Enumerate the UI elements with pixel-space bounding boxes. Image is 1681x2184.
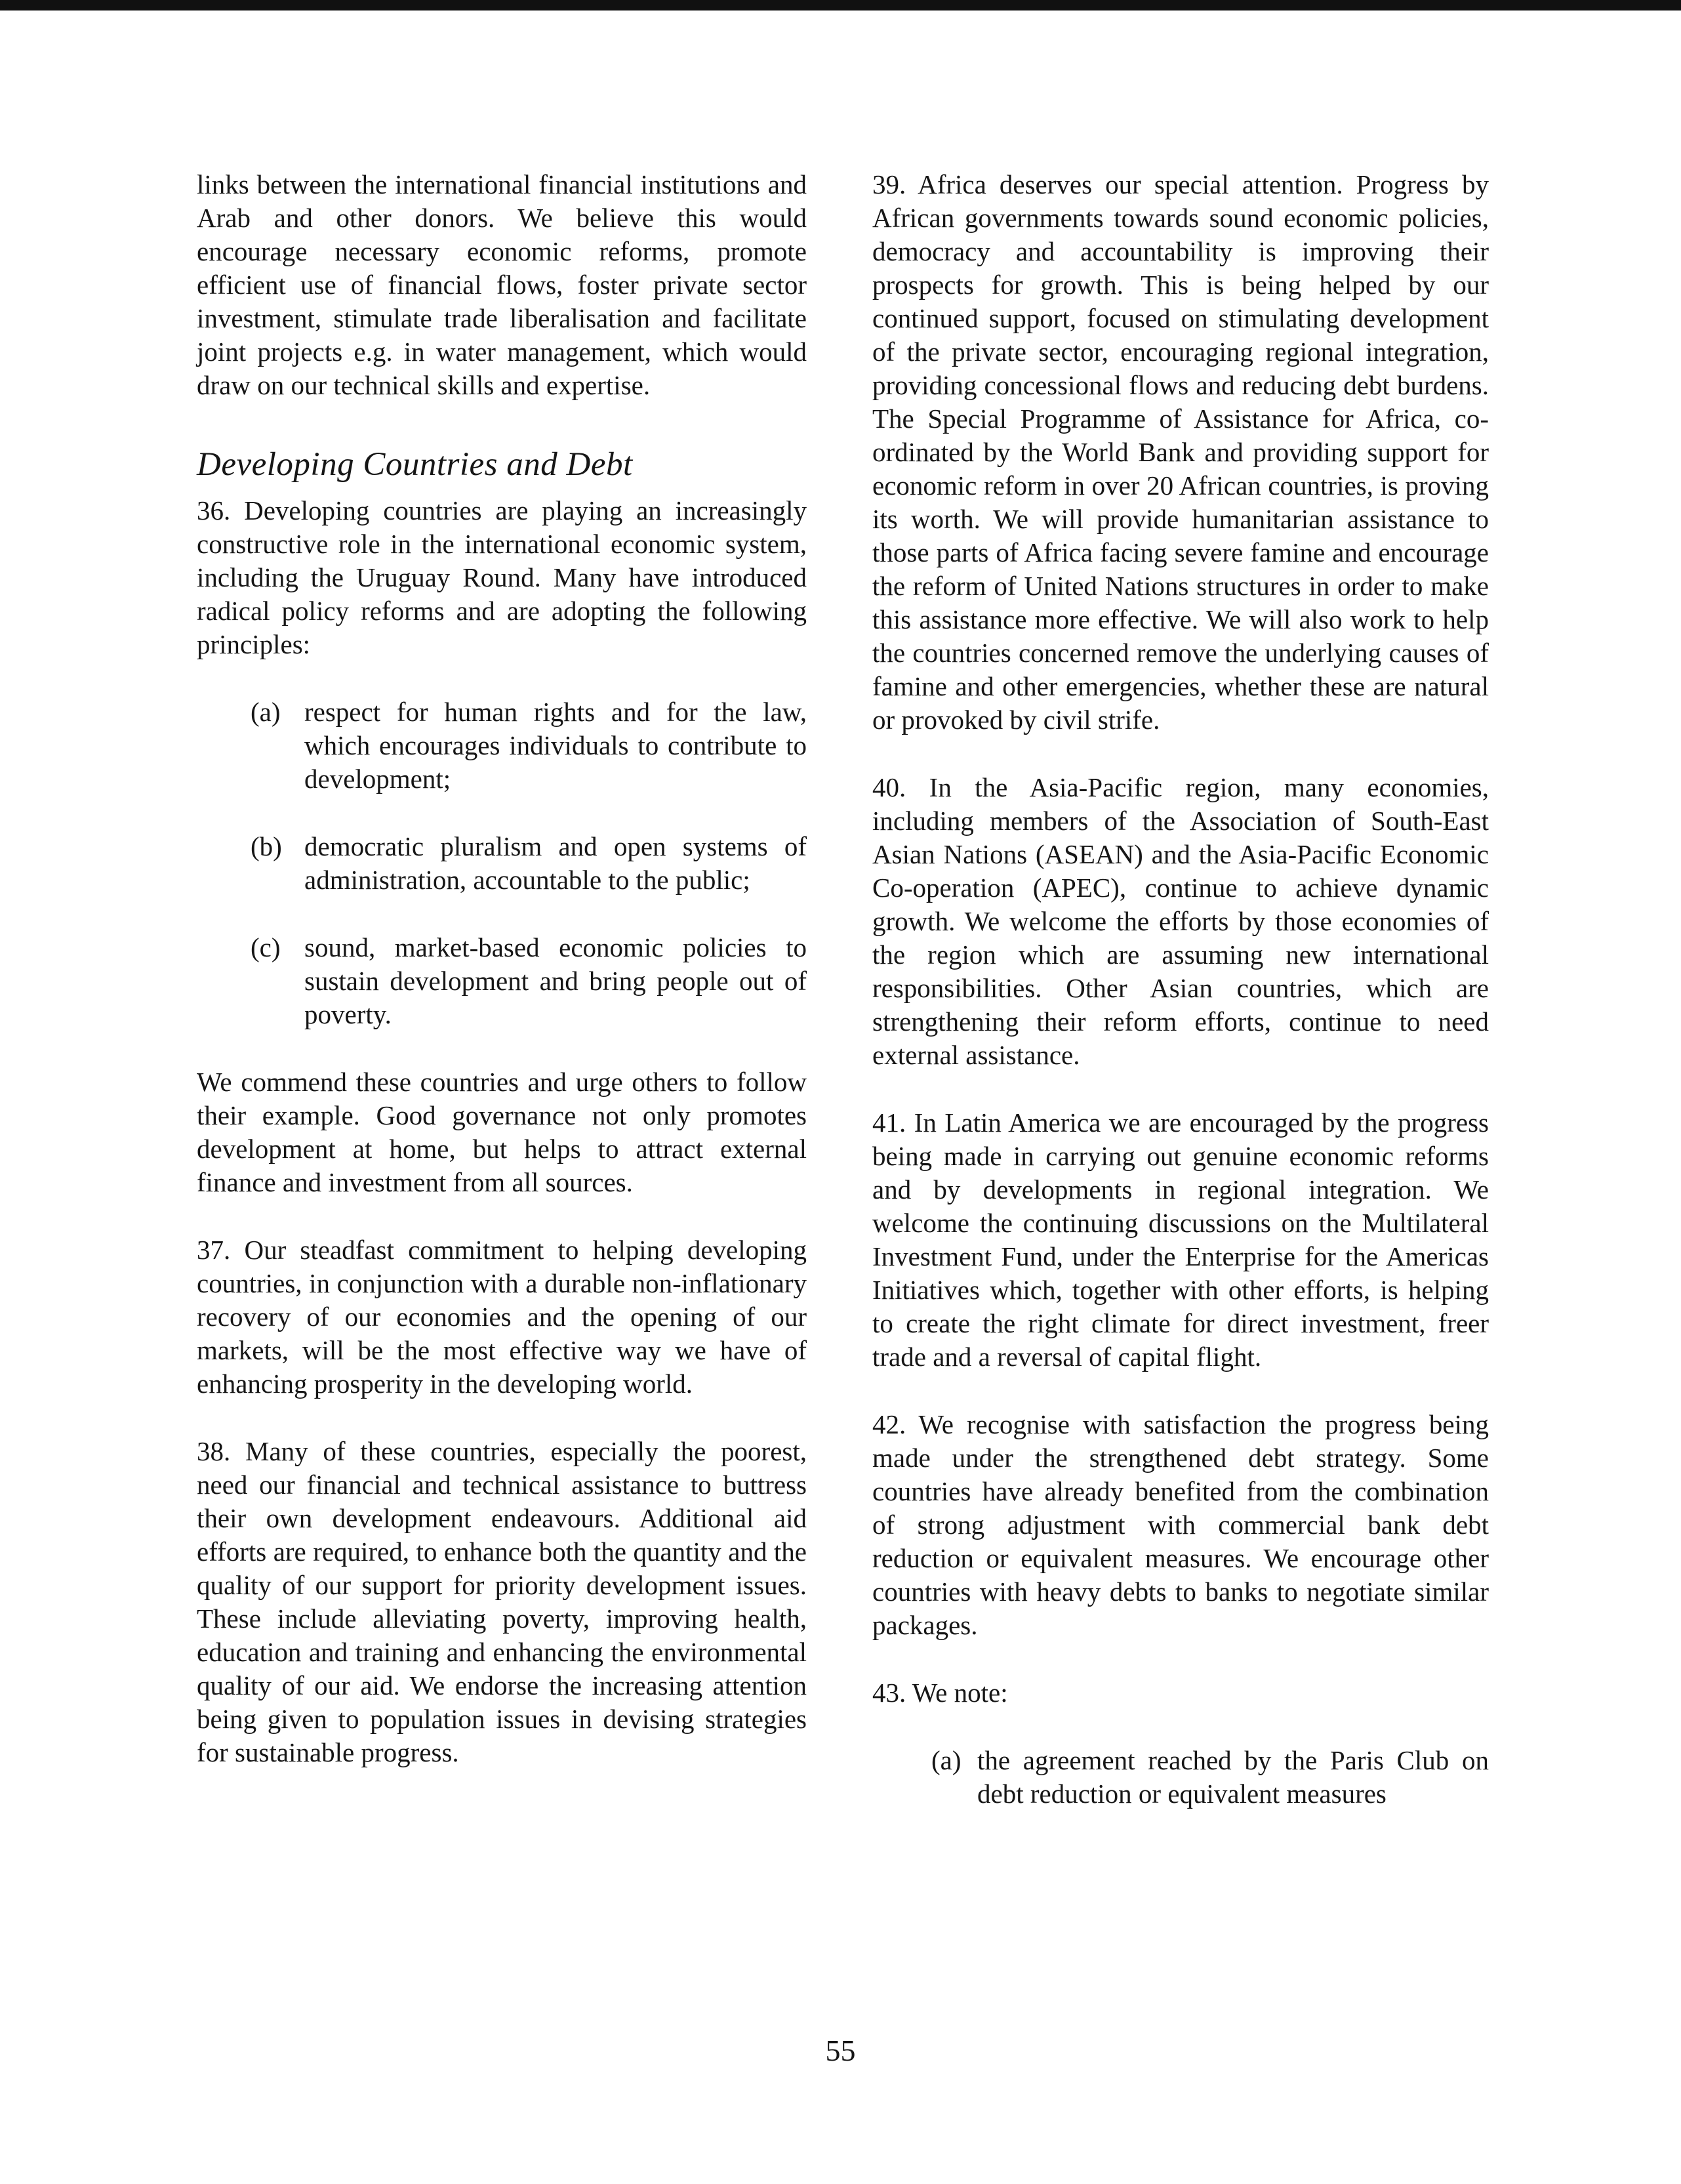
paragraph-39: 39. Africa deserves our special attention. Progress by African governments towards sound economic policies, democracy and accountability is improving their prospects for growth. This is being helped by our continued support, focused on stimulating development of the private sector, encouraging regional integration, providing concessional flows and reducing debt burdens. The Special Programme of Assistance for Africa, co-ordinated by the World Bank and providing support for economic reform in over 20 African countries, is proving its worth. We will provide humanitarian assistance to those parts of Africa facing severe famine and encourage the reform of United Nations structures in order to make this assistance more effective. We will also work to help the countries concerned remove the underlying causes of famine and other emergencies, whether these are natural or provoked by civil strife. (872, 169, 1489, 735)
item-text: sound, market-based economic policies to sustain development and bring people out of poverty. (304, 932, 807, 1029)
principle-item (197, 830, 807, 897)
left-column (197, 168, 807, 1769)
paragraph-43: 43. We note: (872, 1678, 1008, 1708)
paragraph-36-continued: We commend these countries and urge others to follow their example. Good governance not only promotes development at home, but helps to attract external finance and investment from all sources. (197, 1067, 807, 1197)
principle-item (197, 695, 807, 796)
item-text: the agreement reached by the Paris Club on debt reduction or equivalent measures (977, 1745, 1489, 1809)
intro-paragraph: links between the international financial institutions and Arab and other donors. We believe this would encourage necessary economic reforms, promote efficient use of financial flows, foster private sector investment, stimulate trade liberalisation and facilitate joint projects e.g. in water management, which would draw on our technical skills and expertise. (197, 169, 807, 400)
section-heading: Developing Countries and Debt (197, 446, 633, 483)
principle-item (197, 931, 807, 1031)
item-marker: (a) (251, 697, 281, 727)
right-column (872, 168, 1489, 1811)
paragraph-38: 38. Many of these countries, especially the poorest, need our financial and technical assistance to buttress their own development endeavours. Additional aid efforts are required, to enhance both the quantity and the quality of our support for priority development issues. These include alleviating poverty, improving health, education and training and enhancing the environmental quality of our aid. We endorse the increasing attention being given to population issues in devising strategies for sustainable progress. (197, 1436, 807, 1767)
page-number: 55 (825, 2034, 856, 2067)
item-marker: (b) (251, 831, 282, 861)
paragraph-40: 40. In the Asia-Pacific region, many economies, including members of the Association of South-East Asian Nations (ASEAN) and the Asia-Pacific Economic Co-operation (APEC), continue to achieve dynamic growth. We welcome the efforts by those economies of the region which are assuming new international responsibilities. Other Asian countries, which are strengthening their reform efforts, continue to need external assistance. (872, 772, 1489, 1070)
item-marker: (a) (931, 1745, 962, 1775)
item-text: respect for human rights and for the law, which encourages individuals to contribute to development; (304, 697, 807, 794)
paragraph-41: 41. In Latin America we are encouraged by the progress being made in carrying out genuine economic reforms and by developments in regional integration. We welcome the continuing discussions on the Multilateral Investment Fund, under the Enterprise for the Americas Initiatives which, together with other efforts, is helping to create the right climate for direct investment, freer trade and a reversal of capital flight. (872, 1107, 1489, 1372)
note-item (872, 1744, 1489, 1811)
paragraph-36: 36. Developing countries are playing an increasingly constructive role in the international economic system, including the Uruguay Round. Many have introduced radical policy reforms and are adopting the following principles: (197, 495, 807, 659)
item-marker: (c) (251, 932, 281, 962)
paragraph-37: 37. Our steadfast commitment to helping developing countries, in conjunction with a durable non-inflationary recovery of our economies and the opening of our markets, will be the most effective way we have of enhancing prosperity in the developing world. (197, 1235, 807, 1399)
paragraph-42: 42. We recognise with satisfaction the progress being made under the strengthened debt strategy. Some countries have already benefited from the combination of strong adjustment with commercial bank debt reduction or equivalent measures. We encourage other countries with heavy debts to banks to negotiate similar packages. (872, 1409, 1489, 1640)
item-text: democratic pluralism and open systems of administration, accountable to the public; (304, 831, 807, 895)
scan-top-edge (0, 0, 1681, 10)
